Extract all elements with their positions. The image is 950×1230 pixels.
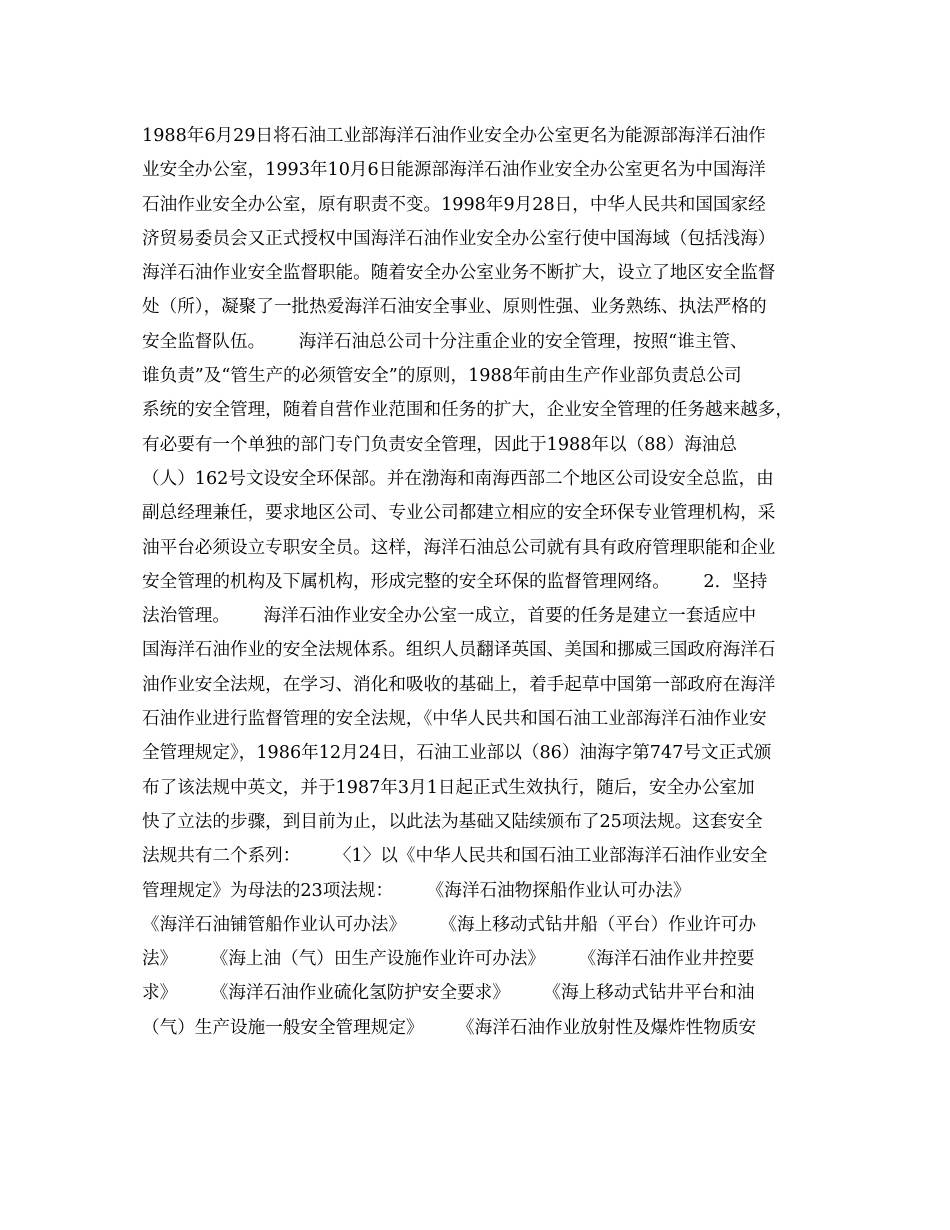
text-line: 副总经理兼任，要求地区公司、专业公司都建立相应的安全环保专业管理机构，采: [142, 503, 776, 524]
text-line: 济贸易委员会又正式授权中国海洋石油作业安全办公室行使中国海域（包括浅海）: [142, 228, 776, 249]
text-line: 法》 《海上油（气）田生产设施作业许可办法》 《海洋石油作业井控要: [142, 949, 755, 970]
text-line: 处（所），凝聚了一批热爱海洋石油安全事业、原则性强、业务熟练、执法严格的: [142, 297, 767, 318]
text-line: 快了立法的步骤，到目前为止，以此法为基础又陆续颁布了25项法规。这套安全: [142, 811, 763, 832]
text-line: （气）生产设施一般安全管理规定》 《海洋石油作业放射性及爆炸性物质安: [142, 1017, 757, 1038]
text-line: 布了该法规中英文，并于1987年3月1日起正式生效执行，随后，安全办公室加: [142, 777, 755, 798]
text-line: 全管理规定》，1986年12月24日，石油工业部以（86）油海字第747号文正式颁: [142, 743, 772, 764]
text-line: 石油作业进行监督管理的安全法规，《中华人民共和国石油工业部海洋石油作业安: [142, 709, 767, 730]
text-line: 有必要有一个单独的部门专门负责安全管理，因此于1988年以（88）海油总: [142, 434, 737, 455]
text-line: 1988年6月29日将石油工业部海洋石油作业安全办公室更名为能源部海洋石油作: [142, 126, 766, 146]
text-line: （人）162号文设安全环保部。并在渤海和南海西部二个地区公司设安全总监，由: [142, 468, 774, 489]
text-line: 业安全办公室，1993年10月6日能源部海洋石油作业安全办公室更名为中国海洋: [142, 160, 766, 181]
text-line: 系统的安全管理，随着自营作业范围和任务的扩大，企业安全管理的任务越来越多，: [142, 400, 793, 421]
text-line: 谁负责”及“管生产的必须管安全”的原则，1988年前由生产作业部负责总公司: [142, 366, 742, 387]
text-line: 管理规定》为母法的23项法规： 《海洋石油物探船作业认可办法》: [142, 880, 691, 901]
text-line: 石油作业安全办公室，原有职责不变。1998年9月28日，中华人民共和国国家经: [142, 194, 766, 215]
text-line: 《海洋石油铺管船作业认可办法》 《海上移动式钻井船（平台）作业许可办: [142, 914, 757, 935]
text-line: 海洋石油作业安全监督职能。随着安全办公室业务不断扩大，设立了地区安全监督: [142, 263, 776, 284]
text-line: 法治管理。 海洋石油作业安全办公室一成立，首要的任务是建立一套适应中: [142, 606, 757, 627]
text-line: 求》 《海洋石油作业硫化氢防护安全要求》 《海上移动式钻井平台和油: [142, 983, 755, 1004]
body-text: [142, 119, 832, 1045]
text-line: 国海洋石油作业的安全法规体系。组织人员翻译英国、美国和挪威三国政府海洋石: [142, 640, 776, 661]
text-line: 安全管理的机构及下属机构，形成完整的安全环保的监督管理网络。 2．坚持: [142, 571, 768, 592]
text-line: 油平台必须设立专职安全员。这样，海洋石油总公司就有具有政府管理职能和企业: [142, 537, 776, 558]
text-line: 油作业安全法规，在学习、消化和吸收的基础上，着手起草中国第一部政府在海洋: [142, 674, 776, 695]
text-line: 法规共有二个系列： 〈1〉以《中华人民共和国石油工业部海洋石油作业安全: [142, 846, 768, 867]
text-line: 安全监督队伍。 海洋石油总公司十分注重企业的安全管理，按照“谁主管、: [142, 331, 748, 352]
